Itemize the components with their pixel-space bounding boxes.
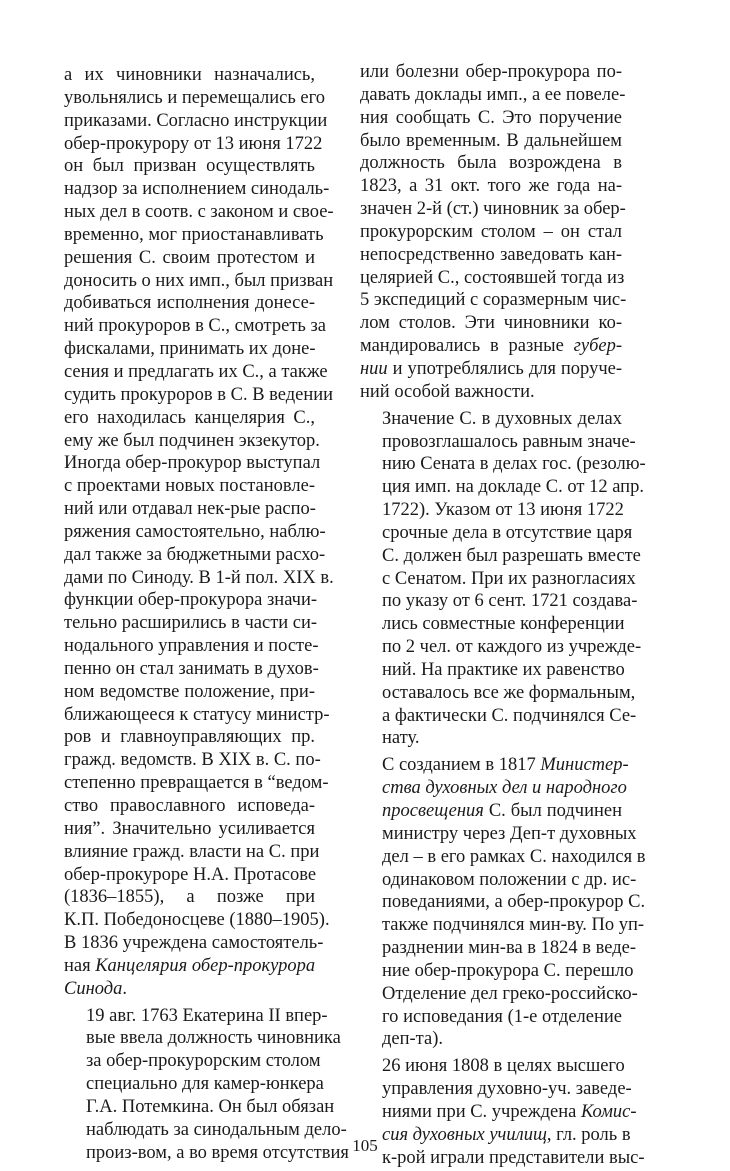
text-line: ний или отдавал нек-рые распо- [64, 499, 316, 520]
text-line: 26 июня 1808 в целях высшего [382, 1056, 625, 1077]
text-line: с Сенатом. При их разногласиях [382, 568, 636, 589]
text-line: или болезни обер-прокурора по- [360, 62, 622, 82]
text-line: дел – в его рамках С. находился в [382, 846, 646, 867]
text-line: ния сообщать С. Это поручение [360, 107, 622, 128]
text-line: нодального управления и посте- [64, 636, 319, 657]
text-line: наблюдать за синодальным дело- [86, 1119, 347, 1140]
text-line: сия духовных училищ, гл. роль в [382, 1124, 631, 1145]
text-line: ных дел в соотв. с законом и свое- [64, 202, 334, 223]
text-line: должность была возрождена в [360, 153, 622, 174]
text-line: временно, мог приостанавливать [64, 224, 324, 245]
text-line: произ-вом, а во время отсутствия [86, 1142, 349, 1163]
text-line: он был призван осуществлять [64, 156, 315, 177]
text-line: целярией С., состоявшей тогда из [360, 267, 625, 288]
text-line: го исповедания (1-е отделение [382, 1006, 622, 1027]
text-line: решения С. своим протестом и [64, 247, 315, 268]
text-line: оставалось все же формальным, [382, 682, 636, 703]
text-line: а фактически С. подчинялся Се- [382, 705, 637, 726]
left-column [64, 64, 349, 1165]
text-line: нию Сената в делах гос. (резолю- [382, 454, 646, 475]
text-line: Иногда обер-прокурор выступал [64, 453, 321, 474]
text-line: фискалами, принимать их доне- [64, 339, 316, 360]
text-line: приказами. Согласно инструкции [64, 110, 328, 131]
text-line: по 2 чел. от каждого из учрежде- [382, 637, 642, 658]
text-line: ном ведомстве положение, при- [64, 681, 315, 702]
text-line: обер-прокурору от 13 июня 1722 [64, 133, 323, 154]
text-line: ниями при С. учреждена Комис- [382, 1101, 637, 1122]
text-line: В 1836 учреждена самостоятель- [64, 933, 324, 954]
text-line: судить прокуроров в С. В ведении [64, 384, 334, 405]
text-line: 19 авг. 1763 Екатерина II впер- [86, 1005, 328, 1026]
text-line: поведаниями, а обер-прокурор С. [382, 892, 646, 913]
text-line: министру через Деп-т духовных [382, 823, 637, 844]
text-line: по указу от 6 сент. 1721 создава- [382, 591, 638, 612]
text-line: ряжения самостоятельно, наблю- [64, 521, 326, 542]
text-line: увольнялись и перемещались его [64, 87, 325, 108]
text-line: С. должен был разрешать вместе [382, 545, 641, 566]
text-line: ство православного исповеда- [64, 796, 315, 816]
text-line: 1722). Указом от 13 июня 1722 [382, 500, 624, 521]
page-number: 105 [352, 1136, 378, 1155]
text-line: С созданием в 1817 Министер- [382, 755, 629, 776]
text-line: (1836–1855), а позже при [64, 887, 315, 908]
text-line: добиваться исполнения донесе- [64, 293, 315, 314]
text-line: вые ввела должность чиновника [86, 1028, 341, 1049]
text-line: ров и главноуправляющих пр. [64, 727, 315, 748]
text-line: лом столов. Эти чиновники ко- [360, 313, 622, 334]
text-line: давать доклады имп., а ее повеле- [360, 84, 626, 105]
text-line: ства духовных дел и народного [382, 778, 627, 799]
text-line: функции обер-прокурора значи- [64, 590, 318, 611]
text-line: Отделение дел греко-российско- [382, 983, 638, 1004]
text-line: ний. На практике их равенство [382, 659, 625, 680]
text-line: разднении мин-ва в 1824 в веде- [382, 938, 637, 959]
text-line: деп-та). [382, 1029, 443, 1050]
text-line: ему же был подчинен экзекутор. [64, 430, 320, 451]
text-line: ние обер-прокурора С. перешло [382, 960, 634, 981]
text-line: также подчинялся мин-ву. По уп- [382, 915, 645, 936]
text-line: тельно расширились в части си- [64, 613, 318, 634]
text-line: ближающееся к статусу министр- [64, 704, 330, 725]
text-line: обер-прокуроре Н.А. Протасове [64, 864, 317, 885]
text-line: было временным. В дальнейшем [360, 130, 622, 151]
text-line: пенно он стал занимать в духов- [64, 658, 319, 679]
text-line: лись совместные конференции [382, 614, 625, 635]
text-line: одинаковом положении с др. ис- [382, 869, 637, 890]
paragraph [64, 64, 334, 1001]
text-line: К.П. Победоносцеве (1880–1905). [64, 910, 330, 931]
text-line: просвещения С. был подчинен [382, 801, 622, 821]
text-line: с проектами новых постановле- [64, 476, 315, 497]
text-line: провозглашалось равным значе- [382, 431, 636, 452]
text-line: ция имп. на докладе С. от 12 апр. [382, 477, 644, 498]
paragraph [360, 408, 646, 751]
text-line: значен 2-й (ст.) чиновник за обер- [360, 199, 626, 220]
text-line: доносить о них имп., был призван [64, 270, 334, 291]
text-line: к-рой играли представители выс- [382, 1147, 645, 1168]
text-line: нату. [382, 728, 420, 749]
text-line: ний прокуроров в С., смотреть за [64, 316, 326, 337]
text-line: а их чиновники назначались, [64, 65, 315, 85]
text-line: степенно превращается в “ведом- [64, 773, 329, 794]
text-line: нии и употреблялись для поруче- [360, 358, 622, 379]
text-line: Синода. [64, 978, 128, 999]
text-line: специально для камер-юнкера [86, 1074, 324, 1095]
text-line: дал также за бюджетными расхо- [64, 544, 326, 565]
text-line: ная Канцелярия обер-прокурора [64, 955, 316, 976]
right-column [360, 61, 646, 1170]
text-line: непосредственно заведовать кан- [360, 244, 622, 265]
text-line: гражд. ведомств. В XIX в. С. по- [64, 750, 321, 771]
paragraph [360, 754, 646, 1051]
text-line: Значение С. в духовных делах [382, 408, 622, 429]
text-line: ния”. Значительно усиливается [64, 818, 315, 839]
text-line: за обер-прокурорским столом [86, 1051, 321, 1072]
text-line: мандировались в разные губер- [360, 336, 622, 357]
text-line: сения и предлагать их С., а также [64, 361, 328, 382]
text-line: Г.А. Потемкина. Он был обязан [86, 1096, 335, 1117]
text-line: дами по Синоду. В 1-й пол. XIX в. [64, 567, 334, 588]
text-line: прокурорским столом – он стал [360, 221, 622, 242]
text-line: 1823, а 31 окт. того же года на- [360, 176, 622, 197]
paragraph [360, 61, 627, 404]
text-line: управления духовно-уч. заведе- [382, 1079, 632, 1100]
text-line: его находилась канцелярия С., [64, 407, 315, 428]
text-line: надзор за исполнением синодаль- [64, 179, 330, 200]
text-line: срочные дела в отсутствие царя [382, 522, 633, 543]
text-line: ний особой важности. [360, 381, 535, 402]
text-line: влияние гражд. власти на С. при [64, 841, 320, 862]
text-line: 5 экспедиций с соразмерным чис- [360, 290, 627, 311]
